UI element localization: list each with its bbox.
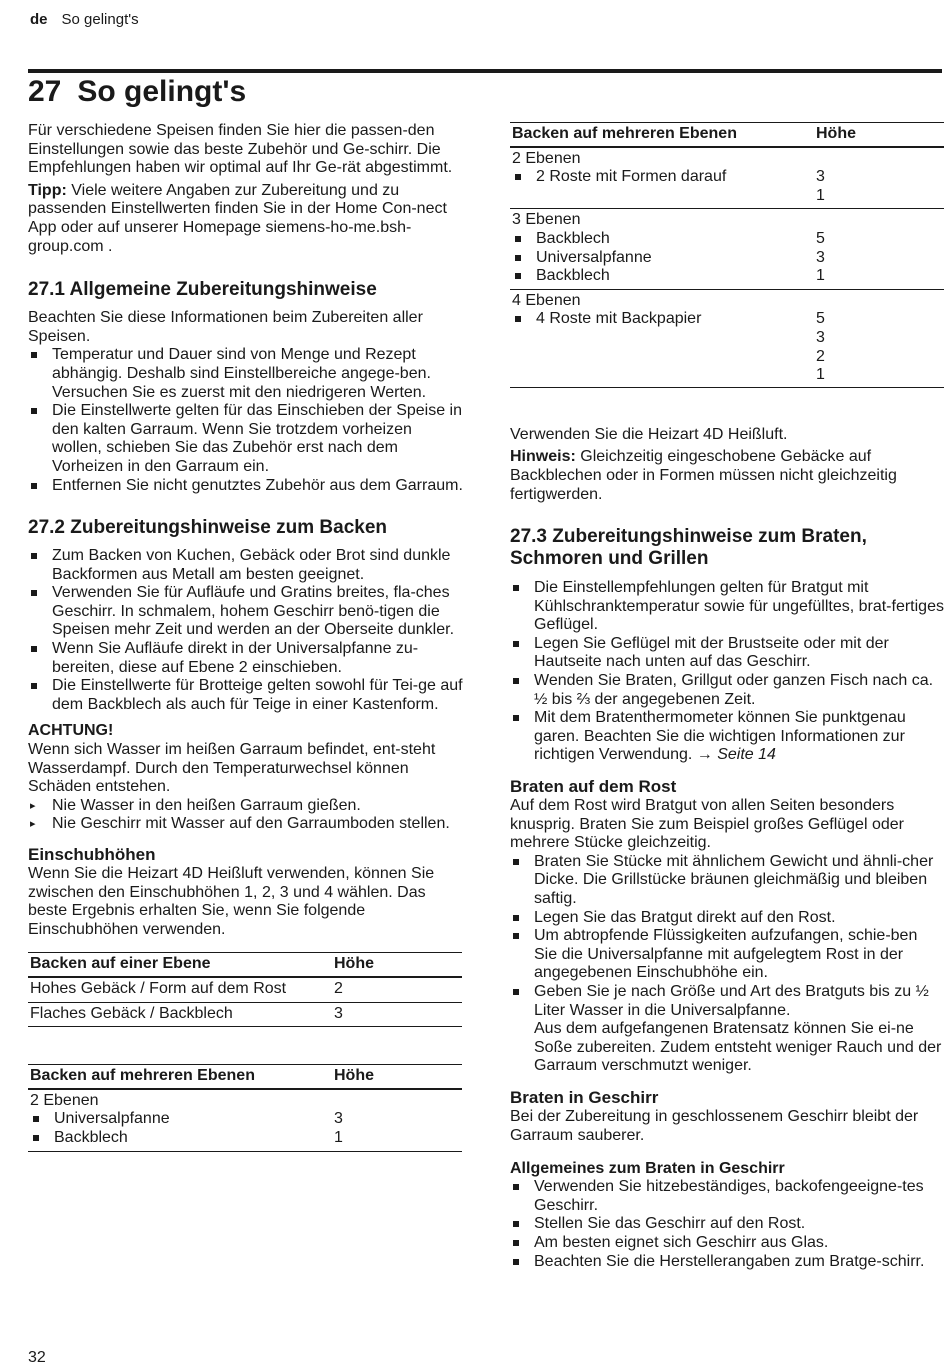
- section-27-3-title-line1: 27.3 Zubereitungshinweise zum Braten,: [510, 526, 867, 548]
- table-one-level: [28, 952, 462, 1027]
- table-multi-level-left: [28, 1064, 462, 1151]
- list-item: Die Einstellwerte gelten für das Einschieben der Speise in den kalten Garraum. Wenn Sie trotzdem vorheizen wollen, schieben Sie das Zubehör erst nach dem Vorheizen in den Garraum ein.: [28, 402, 464, 476]
- header-title: So gelingt's: [61, 11, 139, 28]
- table-multi-level-right: [510, 122, 944, 388]
- chapter-number: 27: [28, 75, 62, 108]
- table-item: Backblech: [512, 267, 812, 286]
- table-row: [28, 1002, 462, 1027]
- table-item: Backblech: [512, 230, 812, 249]
- table-header: Backen auf mehreren Ebenen: [28, 1065, 332, 1089]
- table-header: Backen auf mehreren Ebenen: [510, 123, 814, 147]
- section-27-2-title: 27.2 Zubereitungshinweise zum Backen: [28, 517, 387, 539]
- height-value: 3: [816, 328, 825, 346]
- allgemeines-title: Allgemeines zum Braten in Geschirr: [510, 1160, 785, 1178]
- rost-title: Braten auf dem Rost: [510, 777, 677, 797]
- hint-label: Hinweis:: [510, 448, 576, 466]
- height-value: 1: [816, 186, 825, 204]
- table-row: [510, 209, 944, 289]
- tip-text: Viele weitere Angaben zur Zubereitung und zu passenden Einstellwerten finden Sie in der Home Con-nect App oder auf unserer Homepage siemens-ho-me.bsh-group.com .: [28, 181, 447, 255]
- list-item: Wenden Sie Braten, Grillgut oder ganzen Fisch nach ca. ½ bis ⅔ der angegebenen Zeit.: [510, 672, 944, 709]
- section-27-3-title: [510, 526, 944, 570]
- group-label: 3 Ebenen: [512, 211, 581, 229]
- list-item-text: Geben Sie je nach Größe und Art des Bratguts bis zu ½ Liter Wasser in die Universalpfanne.: [534, 982, 929, 1019]
- table-header: Backen auf einer Ebene: [28, 953, 332, 977]
- list-item: Wenn Sie Aufläufe direkt in der Universalpfanne zu-bereiten, diese auf Ebene 2 einschieben.: [28, 640, 464, 677]
- hint-paragraph: [510, 448, 944, 504]
- einschub-title: Einschubhöhen: [28, 845, 156, 864]
- height-value: 5: [816, 310, 825, 328]
- page-header: [30, 11, 139, 28]
- list-item: Beachten Sie die Herstellerangaben zum Bratge-schirr.: [510, 1253, 944, 1272]
- group-label: 2 Ebenen: [30, 1091, 99, 1109]
- list-item: ▸ Nie Wasser in den heißen Garraum gießen.: [28, 797, 464, 816]
- warning-label: ACHTUNG!: [28, 722, 114, 740]
- table-header: Höhe: [332, 953, 462, 977]
- section-27-3-list: [510, 579, 944, 765]
- hint-text: Gleichzeitig eingeschobene Gebäcke auf Backblechen oder in Formen müssen nicht gleichzeitig fertigwerden.: [510, 448, 897, 503]
- table-cell: 3: [332, 1002, 462, 1027]
- height-value: 3: [334, 1110, 343, 1128]
- table-row: [510, 289, 944, 387]
- table-header: Höhe: [332, 1065, 462, 1089]
- table-row: [510, 147, 944, 209]
- table-item: 2 Roste mit Formen darauf: [512, 168, 812, 187]
- list-item: Um abtropfende Flüssigkeiten aufzufangen, schie-ben Sie die Universalpfanne mit aufgelegtem Rost in der angegebenen Einschubhöhe ein.: [510, 927, 944, 983]
- table-item: Backblech: [30, 1129, 330, 1148]
- height-value: 1: [816, 267, 825, 285]
- chapter-title: [28, 75, 246, 109]
- intro-text: Für verschiedene Speisen finden Sie hier die passen-den Einstellungen sowie das beste Zubehör und Ge-schirr. Die Empfehlungen haben wir optimal auf Ihr Ge-rät abgestimmt.: [28, 122, 453, 177]
- tip-label: Tipp:: [28, 181, 67, 199]
- list-item: Legen Sie das Bratgut direkt auf den Rost.: [510, 909, 944, 928]
- table-header: Höhe: [814, 123, 944, 147]
- section-27-1-list: [28, 346, 464, 495]
- table-item: Universalpfanne: [512, 249, 812, 268]
- list-item: Braten Sie Stücke mit ähnlichem Gewicht und ähnli-cher Dicke. Die Grillstücke bräunen gleichmäßig und bleiben saftig.: [510, 853, 944, 909]
- allgemeines-list: [510, 1178, 944, 1271]
- geschirr-title: Braten in Geschirr: [510, 1087, 659, 1107]
- page-number: 32: [28, 1349, 46, 1366]
- table-item: Universalpfanne: [30, 1110, 330, 1129]
- section-27-2-list: [28, 547, 464, 714]
- page-reference-link[interactable]: Seite 14: [712, 746, 776, 764]
- tip-paragraph: [28, 182, 464, 256]
- list-item-continuation: Aus dem aufgefangenen Bratensatz können Sie ei-ne Soße zubereiten. Zudem entsteht weniger Rauch und der Garraum verschmutzt weniger.: [534, 1020, 942, 1075]
- group-label: 4 Ebenen: [512, 291, 581, 309]
- arrow-right-icon: →: [696, 746, 713, 764]
- right-column: [510, 122, 944, 1271]
- list-item: ▸ Nie Geschirr mit Wasser auf den Garraumboden stellen.: [28, 815, 464, 834]
- section-27-1-title: 27.1 Allgemeine Zubereitungshinweise: [28, 279, 377, 301]
- list-item: Die Einstellwerte für Brotteige gelten sowohl für Tei-ge auf dem Backblech als auch für Teige in einer Kastenform.: [28, 677, 464, 714]
- chapter-name: So gelingt's: [77, 75, 247, 108]
- table-row: [28, 1089, 462, 1151]
- list-item: [510, 709, 944, 765]
- list-item: [510, 983, 944, 1076]
- table-row: [28, 977, 462, 1002]
- einschub-text: Wenn Sie die Heizart 4D Heißluft verwenden, können Sie zwischen den Einschubhöhen 1, 2, 3 und 4 wählen. Das beste Ergebnis erhalten Sie, wenn Sie folgende Einschubhöhen verwenden.: [28, 865, 435, 938]
- table-cell: 2: [332, 977, 462, 1002]
- header-rule: [28, 69, 942, 73]
- rost-list: [510, 853, 944, 1076]
- height-value: 3: [816, 168, 825, 186]
- section-27-3-title-line2: Schmoren und Grillen: [510, 548, 709, 570]
- height-value: 2: [816, 347, 825, 365]
- heating-note: Verwenden Sie die Heizart 4D Heißluft.: [510, 425, 788, 443]
- height-value: 1: [816, 366, 825, 384]
- list-item: Temperatur und Dauer sind von Menge und Rezept abhängig. Deshalb sind Einstellbereiche angege-ben. Versuchen Sie es zuerst mit den niedrigeren Werten.: [28, 346, 464, 402]
- left-column: [28, 122, 464, 1152]
- height-value: 3: [816, 248, 825, 266]
- list-item: Am besten eignet sich Geschirr aus Glas.: [510, 1234, 944, 1253]
- geschirr-text: Bei der Zubereitung in geschlossenem Geschirr bleibt der Garraum sauberer.: [510, 1107, 919, 1144]
- list-item: Zum Backen von Kuchen, Gebäck oder Brot sind dunkle Backformen aus Metall am besten geeignet.: [28, 547, 464, 584]
- language-code: de: [30, 11, 48, 28]
- rost-text: Auf dem Rost wird Bratgut von allen Seiten besonders knusprig. Braten Sie zum Beispiel großes Geflügel oder mehrere Stücke gleichzeitig.: [510, 797, 904, 852]
- height-value: 5: [816, 229, 825, 247]
- list-item: Verwenden Sie für Aufläufe und Gratins breites, fla-ches Geschirr. In schmalem, hohem Geschirr benö-tigen die Speisen mehr Zeit und werden an der Oberseite dunkler.: [28, 584, 464, 640]
- list-item-text: Mit dem Bratenthermometer können Sie punktgenau garen. Beachten Sie die wichtigen Informationen zur richtigen Verwendung.: [534, 709, 906, 764]
- warning-list: [28, 797, 464, 834]
- section-27-1-intro: Beachten Sie diese Informationen beim Zubereiten aller Speisen.: [28, 309, 423, 345]
- table-cell: Flaches Gebäck / Backblech: [28, 1002, 332, 1027]
- list-item: Die Einstellempfehlungen gelten für Bratgut mit Kühlschranktemperatur sowie für ungefülltes, brat-fertiges Geflügel.: [510, 579, 944, 635]
- list-item: Legen Sie Geflügel mit der Brustseite oder mit der Hautseite nach unten auf das Geschirr.: [510, 635, 944, 672]
- table-item: 4 Roste mit Backpapier: [512, 310, 812, 329]
- height-value: 1: [334, 1128, 343, 1146]
- group-label: 2 Ebenen: [512, 149, 581, 167]
- warning-text: Wenn sich Wasser im heißen Garraum befindet, ent-steht Wasserdampf. Durch den Temperaturwechsel können Schäden entstehen.: [28, 741, 436, 796]
- table-cell: Hohes Gebäck / Form auf dem Rost: [28, 977, 332, 1002]
- list-item: Entfernen Sie nicht genutztes Zubehör aus dem Garraum.: [28, 477, 464, 496]
- list-item: Stellen Sie das Geschirr auf den Rost.: [510, 1215, 944, 1234]
- list-item: Verwenden Sie hitzebeständiges, backofengeeigne-tes Geschirr.: [510, 1178, 944, 1215]
